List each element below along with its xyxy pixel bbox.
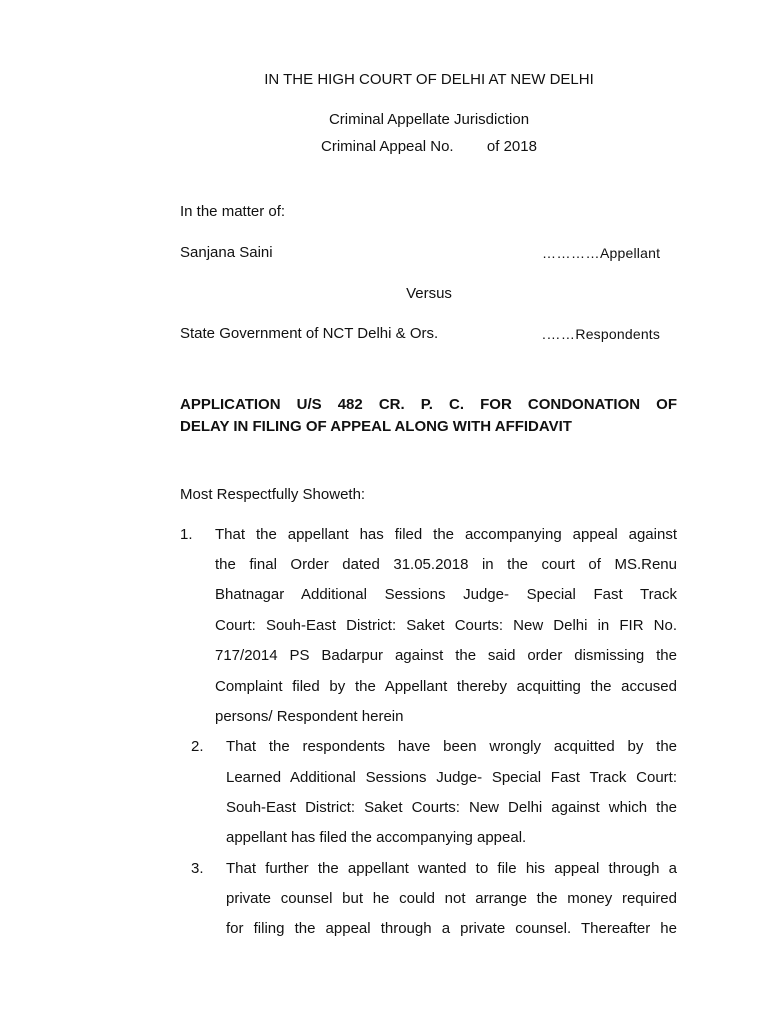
jurisdiction: Criminal Appellate Jurisdiction [328, 111, 530, 128]
matter-intro: In the matter of: [180, 203, 286, 220]
paragraph-2-line-1: That the respondents have been wrongly acquitted by the [226, 738, 677, 755]
respondent-role: Respondents [575, 326, 661, 342]
paragraph-2-number: 2. [191, 738, 204, 755]
title-line-2: DELAY IN FILING OF APPEAL ALONG WITH AFFIDAVIT [180, 418, 572, 435]
paragraph-3-line-3: for filing the appeal through a private counsel. Thereafter he [226, 920, 677, 937]
appellant-name: Sanjana Saini [180, 244, 273, 261]
versus: Versus [406, 285, 452, 302]
paragraph-1-line-3: Bhatnagar Additional Sessions Judge- Special Fast Track [215, 586, 677, 603]
appeal-number: Criminal Appeal No. of 2018 [321, 138, 537, 155]
title-line-1: APPLICATION U/S 482 CR. P. C. FOR CONDONATION OF [180, 396, 677, 413]
application-title [180, 394, 677, 438]
paragraph-2-line-2: Learned Additional Sessions Judge- Special Fast Track Court: [226, 769, 677, 786]
paragraph-1-number: 1. [180, 526, 193, 543]
paragraph-3-line-1: That further the appellant wanted to file his appeal through a [226, 860, 677, 877]
salutation: Most Respectfully Showeth: [180, 486, 366, 503]
respondent-role-line [542, 325, 660, 343]
appellant-dots: ………… [542, 245, 600, 261]
paragraph-1-line-7: persons/ Respondent herein [215, 708, 404, 725]
paragraph-3-line-2: private counsel but he could not arrange the money required [226, 890, 677, 907]
paragraph-1-line-2: the final Order dated 31.05.2018 in the court of MS.Renu [215, 556, 677, 573]
paragraph-1-line-6: Complaint filed by the Appellant thereby acquitting the accused [215, 678, 677, 695]
paragraph-2-line-3: Souh-East District: Saket Courts: New Delhi against which the [226, 799, 677, 816]
respondent-dots: .…… [542, 326, 576, 342]
respondent-name: State Government of NCT Delhi & Ors. [180, 325, 439, 342]
appellant-role-line [542, 244, 660, 262]
paragraph-2-line-4: appellant has filed the accompanying appeal. [226, 829, 527, 846]
paragraph-3-number: 3. [191, 860, 204, 877]
paragraph-1-line-1: That the appellant has filed the accompanying appeal against [215, 526, 677, 543]
paragraph-1-line-5: 717/2014 PS Badarpur against the said order dismissing the [215, 647, 677, 664]
court-name: IN THE HIGH COURT OF DELHI AT NEW DELHI [264, 71, 594, 88]
appellant-role: Appellant [600, 245, 661, 261]
paragraph-1-line-4: Court: Souh-East District: Saket Courts: New Delhi in FIR No. [215, 617, 677, 634]
